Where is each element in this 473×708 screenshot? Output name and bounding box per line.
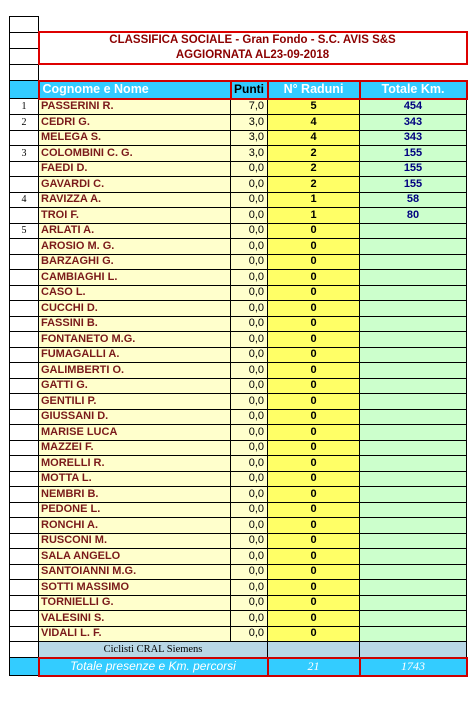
km-cell: 80 — [360, 208, 467, 224]
punti-cell: 0,0 — [231, 285, 268, 301]
name-cell: CASO L. — [39, 285, 231, 301]
rank-cell: 2 — [10, 115, 39, 131]
raduni-cell: 0 — [268, 595, 360, 611]
table-row — [10, 332, 467, 348]
table-row — [10, 471, 467, 487]
name-cell: SANTOIANNI M.G. — [39, 564, 231, 580]
raduni-cell: 0 — [268, 347, 360, 363]
raduni-cell: 0 — [268, 549, 360, 565]
classifica-table — [9, 16, 468, 677]
table-row — [10, 177, 467, 193]
punti-cell: 0,0 — [231, 409, 268, 425]
rank-cell — [10, 239, 39, 255]
raduni-cell: 2 — [268, 146, 360, 162]
empty-cell — [10, 48, 39, 64]
name-cell: MORELLI R. — [39, 456, 231, 472]
name-cell: FUMAGALLI A. — [39, 347, 231, 363]
name-cell: NEMBRI B. — [39, 487, 231, 503]
table-row — [10, 192, 467, 208]
punti-cell: 0,0 — [231, 208, 268, 224]
totals-row — [10, 658, 467, 676]
header-row — [10, 81, 467, 99]
raduni-cell: 0 — [268, 409, 360, 425]
rank-cell — [10, 254, 39, 270]
table-row — [10, 487, 467, 503]
empty-row — [10, 64, 467, 81]
punti-cell: 0,0 — [231, 254, 268, 270]
punti-cell: 0,0 — [231, 378, 268, 394]
table-row — [10, 301, 467, 317]
empty-cell — [10, 32, 39, 48]
empty-cell — [10, 64, 39, 81]
rank-cell — [10, 161, 39, 177]
punti-cell: 0,0 — [231, 456, 268, 472]
table-row — [10, 394, 467, 410]
km-cell — [360, 471, 467, 487]
km-cell — [360, 580, 467, 596]
name-cell: AROSIO M. G. — [39, 239, 231, 255]
rank-cell: 5 — [10, 223, 39, 239]
name-cell: PEDONE L. — [39, 502, 231, 518]
punti-cell: 0,0 — [231, 239, 268, 255]
spreadsheet — [9, 16, 466, 677]
cral-row — [10, 642, 467, 658]
raduni-cell: 1 — [268, 208, 360, 224]
km-cell — [360, 549, 467, 565]
km-cell: 343 — [360, 130, 467, 146]
name-cell: MAZZEI F. — [39, 440, 231, 456]
km-cell — [360, 223, 467, 239]
punti-cell: 3,0 — [231, 115, 268, 131]
rank-cell — [10, 549, 39, 565]
table-row — [10, 254, 467, 270]
km-cell — [360, 425, 467, 441]
cral-label: Ciclisti CRAL Siemens — [39, 642, 268, 658]
table-row — [10, 363, 467, 379]
km-cell — [360, 378, 467, 394]
rank-cell — [10, 425, 39, 441]
punti-cell: 0,0 — [231, 223, 268, 239]
raduni-cell: 4 — [268, 130, 360, 146]
table-row — [10, 440, 467, 456]
totals-label: Totale presenze e Km. percorsi — [39, 658, 268, 676]
raduni-cell: 0 — [268, 270, 360, 286]
km-cell — [360, 332, 467, 348]
name-cell: MELEGA S. — [39, 130, 231, 146]
rank-cell — [10, 456, 39, 472]
name-cell: SALA ANGELO — [39, 549, 231, 565]
rank-cell — [10, 363, 39, 379]
empty-row — [10, 17, 467, 33]
punti-cell: 0,0 — [231, 270, 268, 286]
header-punti: Punti — [231, 81, 268, 99]
rank-cell — [10, 394, 39, 410]
table-row — [10, 316, 467, 332]
table-row — [10, 580, 467, 596]
table-row — [10, 285, 467, 301]
km-cell — [360, 285, 467, 301]
punti-cell: 0,0 — [231, 394, 268, 410]
punti-cell: 7,0 — [231, 99, 268, 115]
table-row — [10, 239, 467, 255]
name-cell: COLOMBINI C. G. — [39, 146, 231, 162]
km-cell — [360, 239, 467, 255]
name-cell: FONTANETO M.G. — [39, 332, 231, 348]
sheet-title — [39, 32, 467, 64]
name-cell: GAVARDI C. — [39, 177, 231, 193]
km-cell: 155 — [360, 146, 467, 162]
rank-cell — [10, 130, 39, 146]
km-cell — [360, 254, 467, 270]
rank-cell — [10, 347, 39, 363]
name-cell: FAEDI D. — [39, 161, 231, 177]
raduni-cell: 0 — [268, 487, 360, 503]
km-cell — [360, 518, 467, 534]
raduni-cell: 0 — [268, 285, 360, 301]
raduni-cell: 0 — [268, 316, 360, 332]
name-cell: CUCCHI D. — [39, 301, 231, 317]
name-cell: SOTTI MASSIMO — [39, 580, 231, 596]
punti-cell: 0,0 — [231, 626, 268, 642]
table-row — [10, 456, 467, 472]
table-row — [10, 409, 467, 425]
km-cell — [360, 533, 467, 549]
rank-cell — [10, 487, 39, 503]
rank-cell — [10, 580, 39, 596]
km-cell: 155 — [360, 177, 467, 193]
rank-cell — [10, 518, 39, 534]
table-row — [10, 115, 467, 131]
raduni-cell: 0 — [268, 223, 360, 239]
punti-cell: 0,0 — [231, 471, 268, 487]
km-cell — [360, 316, 467, 332]
km-cell — [360, 564, 467, 580]
rank-cell — [10, 332, 39, 348]
table-row — [10, 626, 467, 642]
raduni-cell: 2 — [268, 161, 360, 177]
rank-cell — [10, 595, 39, 611]
raduni-cell: 0 — [268, 425, 360, 441]
raduni-cell: 0 — [268, 626, 360, 642]
name-cell: PASSERINI R. — [39, 99, 231, 115]
km-cell — [360, 440, 467, 456]
rank-cell — [10, 301, 39, 317]
raduni-cell: 0 — [268, 564, 360, 580]
raduni-cell: 0 — [268, 533, 360, 549]
km-cell — [360, 409, 467, 425]
raduni-cell: 0 — [268, 580, 360, 596]
header-name: Cognome e Nome — [39, 81, 231, 99]
km-cell — [360, 301, 467, 317]
name-cell: RUSCONI M. — [39, 533, 231, 549]
punti-cell: 3,0 — [231, 130, 268, 146]
raduni-cell: 0 — [268, 332, 360, 348]
name-cell: TORNIELLI G. — [39, 595, 231, 611]
header-raduni: N° Raduni — [268, 81, 360, 99]
km-cell — [360, 487, 467, 503]
punti-cell: 0,0 — [231, 192, 268, 208]
name-cell: GATTI G. — [39, 378, 231, 394]
empty-cell — [268, 642, 360, 658]
table-row — [10, 502, 467, 518]
table-row — [10, 146, 467, 162]
raduni-cell: 0 — [268, 239, 360, 255]
km-cell — [360, 502, 467, 518]
rank-cell — [10, 502, 39, 518]
km-cell — [360, 595, 467, 611]
rank-cell — [10, 533, 39, 549]
title-line-1: CLASSIFICA SOCIALE - Gran Fondo - S.C. AVIS S&S — [109, 34, 396, 46]
name-cell: BARZAGHI G. — [39, 254, 231, 270]
rank-cell — [10, 316, 39, 332]
raduni-cell: 4 — [268, 115, 360, 131]
name-cell: GALIMBERTI O. — [39, 363, 231, 379]
totals-km: 1743 — [360, 658, 467, 676]
rank-cell — [10, 177, 39, 193]
rank-cell: 4 — [10, 192, 39, 208]
raduni-cell: 0 — [268, 611, 360, 627]
name-cell: CEDRI G. — [39, 115, 231, 131]
name-cell: CAMBIAGHI L. — [39, 270, 231, 286]
empty-cell — [10, 658, 39, 676]
punti-cell: 0,0 — [231, 440, 268, 456]
rank-cell — [10, 564, 39, 580]
rank-cell — [10, 626, 39, 642]
rank-cell: 3 — [10, 146, 39, 162]
title-line-2: AGGIORNATA AL23-09-2018 — [175, 49, 330, 61]
km-cell — [360, 456, 467, 472]
rank-cell — [10, 208, 39, 224]
table-row — [10, 378, 467, 394]
title-row — [10, 32, 467, 48]
table-row — [10, 99, 467, 115]
punti-cell: 0,0 — [231, 518, 268, 534]
punti-cell: 0,0 — [231, 332, 268, 348]
punti-cell: 0,0 — [231, 611, 268, 627]
km-cell — [360, 611, 467, 627]
punti-cell: 0,0 — [231, 502, 268, 518]
raduni-cell: 1 — [268, 192, 360, 208]
rank-cell — [10, 471, 39, 487]
punti-cell: 0,0 — [231, 177, 268, 193]
raduni-cell: 2 — [268, 177, 360, 193]
table-row — [10, 549, 467, 565]
table-row — [10, 611, 467, 627]
table-row — [10, 161, 467, 177]
km-cell — [360, 363, 467, 379]
raduni-cell: 0 — [268, 440, 360, 456]
table-row — [10, 270, 467, 286]
punti-cell: 0,0 — [231, 301, 268, 317]
empty-cell — [10, 81, 39, 99]
rank-cell — [10, 285, 39, 301]
name-cell: MOTTA L. — [39, 471, 231, 487]
rank-cell — [10, 409, 39, 425]
header-km: Totale Km. — [360, 81, 467, 99]
name-cell: FASSINI B. — [39, 316, 231, 332]
name-cell: ARLATI A. — [39, 223, 231, 239]
raduni-cell: 0 — [268, 378, 360, 394]
punti-cell: 0,0 — [231, 363, 268, 379]
table-row — [10, 223, 467, 239]
table-row — [10, 564, 467, 580]
empty-cell — [360, 642, 467, 658]
totals-raduni: 21 — [268, 658, 360, 676]
km-cell: 343 — [360, 115, 467, 131]
name-cell: RAVIZZA A. — [39, 192, 231, 208]
table-row — [10, 347, 467, 363]
km-cell — [360, 626, 467, 642]
name-cell: GIUSSANI D. — [39, 409, 231, 425]
empty-cell — [39, 64, 467, 81]
table-row — [10, 425, 467, 441]
rank-cell — [10, 440, 39, 456]
rank-cell — [10, 378, 39, 394]
punti-cell: 3,0 — [231, 146, 268, 162]
table-row — [10, 208, 467, 224]
rank-cell: 1 — [10, 99, 39, 115]
name-cell: VALESINI S. — [39, 611, 231, 627]
raduni-cell: 0 — [268, 254, 360, 270]
punti-cell: 0,0 — [231, 425, 268, 441]
table-row — [10, 533, 467, 549]
table-row — [10, 130, 467, 146]
raduni-cell: 0 — [268, 394, 360, 410]
raduni-cell: 0 — [268, 471, 360, 487]
punti-cell: 0,0 — [231, 533, 268, 549]
punti-cell: 0,0 — [231, 487, 268, 503]
table-row — [10, 518, 467, 534]
km-cell: 58 — [360, 192, 467, 208]
punti-cell: 0,0 — [231, 564, 268, 580]
name-cell: MARISE LUCA — [39, 425, 231, 441]
raduni-cell: 0 — [268, 301, 360, 317]
raduni-cell: 0 — [268, 518, 360, 534]
punti-cell: 0,0 — [231, 595, 268, 611]
name-cell: TROI F. — [39, 208, 231, 224]
punti-cell: 0,0 — [231, 161, 268, 177]
rank-cell — [10, 611, 39, 627]
km-cell: 454 — [360, 99, 467, 115]
km-cell — [360, 347, 467, 363]
name-cell: GENTILI P. — [39, 394, 231, 410]
raduni-cell: 0 — [268, 502, 360, 518]
punti-cell: 0,0 — [231, 316, 268, 332]
empty-cell — [39, 17, 467, 33]
km-cell — [360, 394, 467, 410]
punti-cell: 0,0 — [231, 549, 268, 565]
name-cell: VIDALI L. F. — [39, 626, 231, 642]
name-cell: RONCHI A. — [39, 518, 231, 534]
table-row — [10, 595, 467, 611]
punti-cell: 0,0 — [231, 347, 268, 363]
punti-cell: 0,0 — [231, 580, 268, 596]
empty-cell — [10, 17, 39, 33]
raduni-cell: 0 — [268, 456, 360, 472]
rank-cell — [10, 270, 39, 286]
empty-cell — [10, 642, 39, 658]
raduni-cell: 5 — [268, 99, 360, 115]
km-cell — [360, 270, 467, 286]
km-cell: 155 — [360, 161, 467, 177]
raduni-cell: 0 — [268, 363, 360, 379]
